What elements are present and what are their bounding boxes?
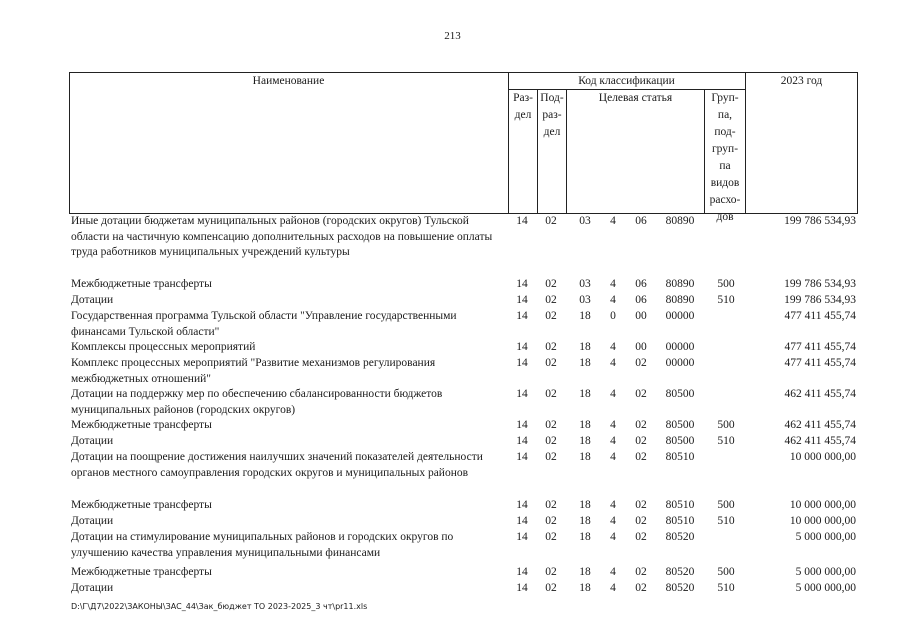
row-target-2: 4 <box>610 419 616 431</box>
row-amount: 5 000 000,00 <box>795 531 856 543</box>
row-expense-type: 500 <box>717 566 735 578</box>
row-podrazdel: 02 <box>545 294 557 306</box>
row-target-1: 18 <box>579 357 591 369</box>
row-target-4: 80890 <box>665 294 695 306</box>
row-podrazdel: 02 <box>545 419 557 431</box>
row-podrazdel: 02 <box>545 582 557 594</box>
row-amount: 199 786 534,93 <box>784 278 856 290</box>
row-podrazdel: 02 <box>545 515 557 527</box>
row-razdel: 14 <box>516 388 528 400</box>
row-target-3: 06 <box>635 278 647 290</box>
row-target-2: 4 <box>610 278 616 290</box>
row-target-3: 02 <box>635 451 647 463</box>
header-name: Наименование <box>252 75 325 87</box>
footer-file-path: D:\Г\Д7\2022\ЗАКОНЫ\ЗАС_44\Зак_бюджет ТО 2023-2025_3 чт\pr11.xls <box>71 602 368 611</box>
header-year: 2023 год <box>780 75 823 87</box>
row-amount: 5 000 000,00 <box>795 582 856 594</box>
row-target-4: 80520 <box>665 531 695 543</box>
row-amount: 462 411 455,74 <box>784 388 856 400</box>
row-podrazdel: 02 <box>545 310 557 322</box>
row-razdel: 14 <box>516 499 528 511</box>
row-podrazdel: 02 <box>545 388 557 400</box>
row-target-1: 18 <box>579 388 591 400</box>
row-target-4: 00000 <box>665 341 695 353</box>
row-razdel: 14 <box>516 278 528 290</box>
row-amount: 477 411 455,74 <box>784 310 856 322</box>
row-target-2: 4 <box>610 451 616 463</box>
row-razdel: 14 <box>516 451 528 463</box>
row-amount: 462 411 455,74 <box>784 435 856 447</box>
row-podrazdel: 02 <box>545 357 557 369</box>
row-target-3: 02 <box>635 515 647 527</box>
row-target-2: 4 <box>610 294 616 306</box>
row-target-4: 80500 <box>665 388 695 400</box>
row-target-1: 18 <box>579 531 591 543</box>
row-target-1: 18 <box>579 582 591 594</box>
row-razdel: 14 <box>516 294 528 306</box>
header-group: Груп- па, под- груп- па видов расхо- дов <box>709 92 741 223</box>
row-razdel: 14 <box>516 435 528 447</box>
row-expense-type: 510 <box>717 294 735 306</box>
row-amount: 10 000 000,00 <box>789 499 856 511</box>
header-code: Код классификации <box>578 75 675 87</box>
header-divider <box>566 89 567 214</box>
row-name: Дотации на поощрение достижения наилучших значений показателей деятельности органов местного самоуправления городских округов и муниципальных районов <box>71 451 483 479</box>
row-target-4: 00000 <box>665 357 695 369</box>
row-razdel: 14 <box>516 357 528 369</box>
row-amount: 10 000 000,00 <box>789 515 856 527</box>
row-expense-type: 500 <box>717 278 735 290</box>
row-target-3: 02 <box>635 582 647 594</box>
row-expense-type: 510 <box>717 515 735 527</box>
row-name: Государственная программа Тульской области "Управление государственными финансами Тульской области" <box>71 310 457 338</box>
row-target-1: 03 <box>579 215 591 227</box>
row-target-2: 4 <box>610 499 616 511</box>
row-amount: 462 411 455,74 <box>784 419 856 431</box>
header-podrazdel: Под- раз- дел <box>540 92 564 138</box>
row-target-2: 0 <box>610 310 616 322</box>
row-target-2: 4 <box>610 388 616 400</box>
row-name: Дотации <box>71 582 114 594</box>
row-target-2: 4 <box>610 515 616 527</box>
row-podrazdel: 02 <box>545 451 557 463</box>
row-amount: 477 411 455,74 <box>784 341 856 353</box>
row-target-2: 4 <box>610 357 616 369</box>
row-expense-type: 510 <box>717 582 735 594</box>
row-podrazdel: 02 <box>545 531 557 543</box>
row-target-2: 4 <box>610 215 616 227</box>
row-podrazdel: 02 <box>545 341 557 353</box>
row-razdel: 14 <box>516 531 528 543</box>
row-razdel: 14 <box>516 341 528 353</box>
row-razdel: 14 <box>516 419 528 431</box>
row-target-3: 02 <box>635 531 647 543</box>
row-amount: 199 786 534,93 <box>784 294 856 306</box>
row-razdel: 14 <box>516 582 528 594</box>
row-target-4: 80890 <box>665 215 695 227</box>
row-target-1: 18 <box>579 515 591 527</box>
row-razdel: 14 <box>516 566 528 578</box>
row-target-1: 18 <box>579 341 591 353</box>
row-amount: 199 786 534,93 <box>784 215 856 227</box>
row-target-4: 80510 <box>665 451 695 463</box>
row-amount: 477 411 455,74 <box>784 357 856 369</box>
row-target-3: 02 <box>635 419 647 431</box>
row-target-2: 4 <box>610 566 616 578</box>
row-podrazdel: 02 <box>545 278 557 290</box>
row-name: Межбюджетные трансферты <box>71 278 212 290</box>
row-target-3: 00 <box>635 310 647 322</box>
row-target-1: 18 <box>579 566 591 578</box>
row-podrazdel: 02 <box>545 215 557 227</box>
header-razdel: Раз- дел <box>513 92 533 121</box>
row-target-1: 03 <box>579 278 591 290</box>
row-razdel: 14 <box>516 215 528 227</box>
row-target-4: 80510 <box>665 515 695 527</box>
row-podrazdel: 02 <box>545 435 557 447</box>
row-target-3: 02 <box>635 566 647 578</box>
row-name: Дотации <box>71 294 114 306</box>
row-target-1: 18 <box>579 310 591 322</box>
row-razdel: 14 <box>516 310 528 322</box>
row-target-3: 00 <box>635 341 647 353</box>
row-target-4: 80500 <box>665 435 695 447</box>
row-target-1: 18 <box>579 499 591 511</box>
row-target-1: 18 <box>579 451 591 463</box>
row-name: Комплекс процессных мероприятий "Развитие механизмов регулирования межбюджетных отношений" <box>71 357 436 385</box>
row-expense-type: 500 <box>717 499 735 511</box>
row-target-3: 06 <box>635 215 647 227</box>
row-name: Комплексы процессных мероприятий <box>71 341 256 353</box>
row-name: Дотации на поддержку мер по обеспечению сбалансированности бюджетов муниципальных районов (городских округов) <box>71 388 443 416</box>
row-name: Межбюджетные трансферты <box>71 566 212 578</box>
row-target-3: 02 <box>635 388 647 400</box>
row-target-2: 4 <box>610 435 616 447</box>
row-target-2: 4 <box>610 531 616 543</box>
row-expense-type: 500 <box>717 419 735 431</box>
row-name: Дотации на стимулирование муниципальных районов и городских округов по улучшению качества управления муниципальными финансами <box>71 531 454 559</box>
row-target-2: 4 <box>610 582 616 594</box>
row-name: Иные дотации бюджетам муниципальных районов (городских округов) Тульской области на частичную компенсацию дополнительных расходов на повышение оплаты труда работников муниципальных учреждений культуры <box>71 215 493 258</box>
row-target-4: 80520 <box>665 566 695 578</box>
row-target-1: 18 <box>579 435 591 447</box>
row-podrazdel: 02 <box>545 566 557 578</box>
row-name: Межбюджетные трансферты <box>71 419 212 431</box>
row-target-4: 80510 <box>665 499 695 511</box>
row-amount: 10 000 000,00 <box>789 451 856 463</box>
header-target: Целевая статья <box>598 92 673 104</box>
row-target-4: 00000 <box>665 310 695 322</box>
row-target-3: 02 <box>635 357 647 369</box>
row-razdel: 14 <box>516 515 528 527</box>
header-divider <box>745 72 746 214</box>
row-target-2: 4 <box>610 341 616 353</box>
row-target-1: 03 <box>579 294 591 306</box>
row-name: Дотации <box>71 515 114 527</box>
row-target-4: 80890 <box>665 278 695 290</box>
row-target-4: 80500 <box>665 419 695 431</box>
row-target-3: 02 <box>635 435 647 447</box>
row-podrazdel: 02 <box>545 499 557 511</box>
row-target-1: 18 <box>579 419 591 431</box>
row-target-3: 06 <box>635 294 647 306</box>
row-expense-type: 510 <box>717 435 735 447</box>
row-name: Межбюджетные трансферты <box>71 499 212 511</box>
row-name: Дотации <box>71 435 114 447</box>
page-number: 213 <box>444 30 461 42</box>
row-target-4: 80520 <box>665 582 695 594</box>
row-amount: 5 000 000,00 <box>795 566 856 578</box>
row-target-3: 02 <box>635 499 647 511</box>
